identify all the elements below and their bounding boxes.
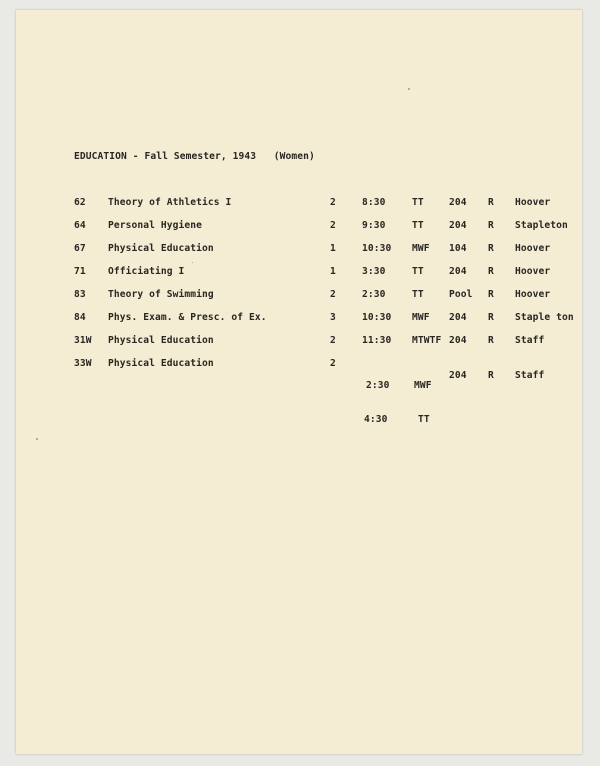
course-instructor: Staff (515, 335, 545, 346)
table-row (16, 335, 582, 355)
course-title: Theory of Athletics I (108, 197, 232, 208)
course-room: 204 (449, 220, 467, 231)
course-number: 71 (74, 266, 86, 277)
course-instructor: Stapleton (515, 220, 568, 231)
course-number: 31W (74, 335, 92, 346)
course-number: 83 (74, 289, 86, 300)
course-days: MWF (412, 312, 430, 323)
course-r: R (488, 220, 494, 231)
course-instructor: Staff (515, 370, 545, 381)
course-r: R (488, 370, 494, 381)
course-days: MTWTF (412, 335, 442, 346)
course-instructor: Staple ton (515, 312, 574, 323)
course-room: 204 (449, 266, 467, 277)
course-days: TT (412, 220, 424, 231)
course-credits: 1 (330, 243, 336, 254)
course-r: R (488, 335, 494, 346)
course-r: R (488, 312, 494, 323)
course-days: TT (412, 197, 424, 208)
course-time: 11:30 (362, 335, 392, 346)
course-room: Pool (449, 289, 473, 300)
course-time-second: 4:30 (364, 414, 388, 425)
course-time (366, 358, 401, 448)
table-row (16, 312, 582, 332)
course-time: 8:30 (362, 197, 386, 208)
course-credits: 2 (330, 358, 336, 369)
table-row (16, 220, 582, 240)
course-time-first: 2:30 (366, 380, 390, 391)
course-time: 2:30 (362, 289, 386, 300)
course-time: 3:30 (362, 266, 386, 277)
course-credits: 3 (330, 312, 336, 323)
course-number: 67 (74, 243, 86, 254)
table-row (16, 243, 582, 263)
course-days-first: MWF (414, 380, 432, 391)
course-room: 204 (449, 370, 467, 381)
course-time: 9:30 (362, 220, 386, 231)
paper-speck (36, 438, 38, 440)
course-time: 10:30 (362, 243, 392, 254)
course-room: 204 (449, 312, 467, 323)
course-instructor: Hoover (515, 197, 551, 208)
course-credits: 1 (330, 266, 336, 277)
course-days: MWF (412, 243, 430, 254)
course-days: TT (412, 266, 424, 277)
course-days-second: TT (418, 414, 430, 425)
table-row (16, 266, 582, 286)
course-room: 104 (449, 243, 467, 254)
course-title: Physical Education (108, 335, 214, 346)
course-instructor: Hoover (515, 266, 551, 277)
table-row (16, 289, 582, 309)
course-number: 64 (74, 220, 86, 231)
course-credits: 2 (330, 220, 336, 231)
course-credits: 2 (330, 335, 336, 346)
course-title: Physical Education (108, 358, 214, 369)
page-title: EDUCATION - Fall Semester, 1943 (Women) (74, 151, 315, 162)
course-time: 10:30 (362, 312, 392, 323)
course-r: R (488, 243, 494, 254)
course-instructor: Hoover (515, 289, 551, 300)
table-row (16, 197, 582, 217)
table-row (16, 358, 582, 425)
course-room: 204 (449, 335, 467, 346)
document-page (16, 10, 582, 754)
course-title: Officiating I (108, 266, 185, 277)
course-credits: 2 (330, 289, 336, 300)
course-title: Physical Education (108, 243, 214, 254)
course-title: Personal Hygiene (108, 220, 203, 231)
course-credits: 2 (330, 197, 336, 208)
course-title: Phys. Exam. & Presc. of Ex. (108, 312, 267, 323)
course-days: TT (412, 289, 424, 300)
course-number: 33W (74, 358, 92, 369)
course-r: R (488, 266, 494, 277)
course-number: 84 (74, 312, 86, 323)
course-number: 62 (74, 197, 86, 208)
course-days (414, 358, 449, 448)
course-room: 204 (449, 197, 467, 208)
paper-speck (408, 88, 410, 90)
course-r: R (488, 289, 494, 300)
course-r: R (488, 197, 494, 208)
course-title: Theory of Swimming (108, 289, 214, 300)
course-instructor: Hoover (515, 243, 551, 254)
paper-speck (192, 262, 193, 263)
